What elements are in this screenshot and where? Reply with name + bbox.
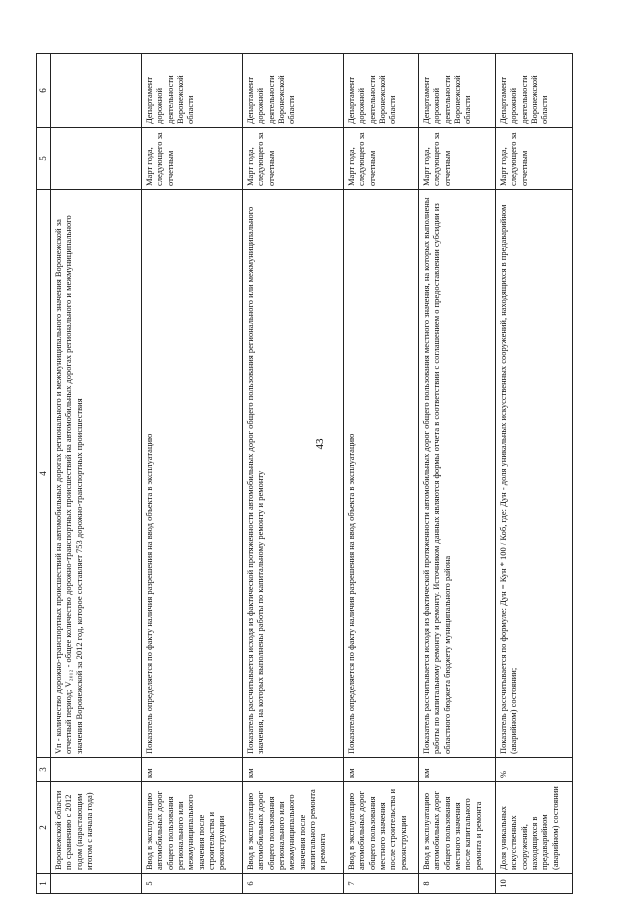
table-row [50,54,141,894]
indicator-name: Ввод в эксплуатацию автомобильных дорог общего пользования регионального или межмуниципального значения после капитального ремонта и ремонта [242,782,343,874]
header-col-2: 2 [37,782,51,874]
unit: км [242,758,343,782]
header-col-3: 3 [37,758,51,782]
header-row [37,54,51,894]
row-number: 7 [343,874,418,894]
header-col-4: 4 [37,190,51,758]
header-col-6: 6 [37,54,51,128]
page-number: 43 [314,438,326,450]
row-number: 10 [495,874,572,894]
table-row [495,54,572,894]
table-row [418,54,495,894]
rotated-table-sheet [36,54,616,894]
table-row [141,54,242,894]
indicators-table [36,53,573,894]
calculation-method: Показатель рассчитывается по формуле: Дун = Кун * 100 / Коб, где: Дун - доля уникальных искусственных сооружений, находящихся в предаварийном (аварийном) состоянии; [495,190,572,758]
calculation-method: Показатель определяется по факту наличия разрешения на ввод объекта в эксплуатацию [343,190,418,758]
unit: км [343,758,418,782]
indicator-name: Доля уникальных искусственных сооружений, находящихся в предаварийном (аварийном) состоянии [495,782,572,874]
unit: км [141,758,242,782]
row-number [50,874,141,894]
header-col-1: 1 [37,874,51,894]
reporting-term: Март года, следующего за отчетным [418,128,495,190]
calculation-method: Показатель рассчитывается исходя из фактической протяженности автомобильных дорог общего пользования регионального или межмуниципального значения, на которых выполнены работы по капитальному ремонту и ремонту [242,190,343,758]
calculation-method: Vп - количество дорожно-транспортных происшествий на автомобильных дорогах регионального и межмуниципального значения Воронежской за отчетный период; V₂₀₁₂ - общее количество дорожно-транспортных происшествий на автомобильных дорогах регионального и межмуниципального значения Воронежской за 2012 год, которое составляет 753 дорожно-транспортных происшествия [50,190,141,758]
indicator-name: Ввод в эксплуатацию автомобильных дорог общего пользования местного значения после капитального ремонта и ремонта [418,782,495,874]
responsible-body [50,54,141,128]
responsible-body: Департамент дорожной деятельности Воронежской области [495,54,572,128]
reporting-term: Март года, следующего за отчетным [343,128,418,190]
responsible-body: Департамент дорожной деятельности Воронежской области [141,54,242,128]
responsible-body: Департамент дорожной деятельности Воронежской области [418,54,495,128]
reporting-term: Март года, следующего за отчетным [495,128,572,190]
reporting-term [50,128,141,190]
row-number: 8 [418,874,495,894]
calculation-method: Показатель определяется по факту наличия разрешения на ввод объекта в эксплуатацию [141,190,242,758]
calculation-method: Показатель рассчитывается исходя из фактической протяженности автомобильных дорог общего пользования местного значения, на которых выполнены работы по капитальному ремонту и ремонту. Источником данных являются формы отчета в соответствии с соглашением о предоставлении субсидии из областного бюджета бюджету муниципального района [418,190,495,758]
table-row [242,54,343,894]
reporting-term: Март года, следующего за отчетным [242,128,343,190]
indicator-name: Ввод в эксплуатацию автомобильных дорог общего пользования регионального или межмуниципального значения после строительства и реконструкции [141,782,242,874]
unit [50,758,141,782]
indicator-name: Ввод в эксплуатацию автомобильных дорог общего пользования местного значения после строительства и реконструкции [343,782,418,874]
row-number: 6 [242,874,343,894]
indicator-name: Воронежской области по сравнению с 2012 годом (нарастающим итогом с начала года) [50,782,141,874]
responsible-body: Департамент дорожной деятельности Воронежской области [242,54,343,128]
row-number: 5 [141,874,242,894]
unit: % [495,758,572,782]
unit: км [418,758,495,782]
responsible-body: Департамент дорожной деятельности Воронежской области [343,54,418,128]
table-row [343,54,418,894]
header-col-5: 5 [37,128,51,190]
reporting-term: Март года, следующего за отчетным [141,128,242,190]
